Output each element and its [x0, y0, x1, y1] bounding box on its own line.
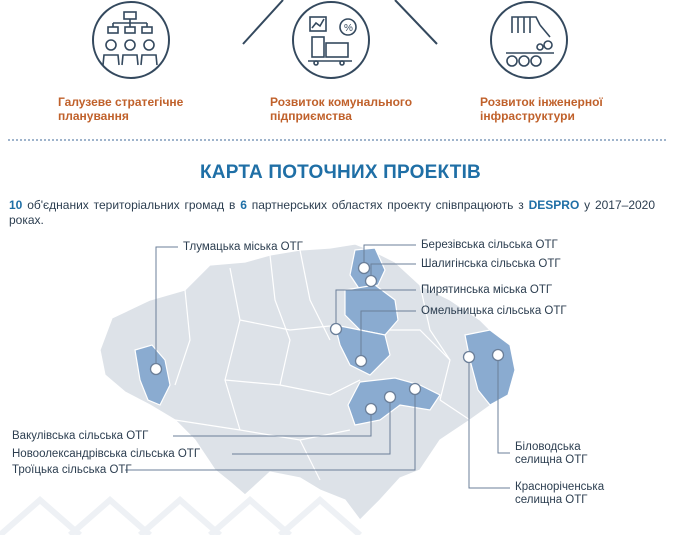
intro-regions: 6	[240, 198, 247, 212]
strategy-planning-circle	[92, 1, 170, 79]
map-label-krasnorichenske: Красноріченська селищна ОТГ	[515, 481, 605, 506]
background-pattern	[0, 500, 360, 535]
map-label-bilovodsk: Біловодська селищна ОТГ	[515, 441, 588, 466]
intro-org: DESPRO	[528, 198, 580, 212]
intro-part1: об'єднаних територіальних громад в	[22, 198, 241, 212]
map-label-shalyhyne: Шалигінська сільська ОТГ	[421, 258, 561, 270]
section-divider	[8, 139, 666, 141]
utility-enterprise-icon	[294, 3, 368, 77]
intro-part3: у 2017–2020 роках.	[9, 198, 656, 227]
intro-part2: партнерських областях проекту співпрацюють з	[246, 198, 529, 212]
map-label-tlumach: Тлумацька міська ОТГ	[183, 241, 303, 253]
map-label-troitske: Троїцька сільська ОТГ	[12, 464, 132, 476]
strategy-planning-icon	[94, 3, 168, 77]
map-label-omelnyk: Омельницька сільська ОТГ	[421, 305, 567, 317]
service-label-utility: Розвиток комунального підприємства	[270, 95, 413, 123]
service-label-strategy: Галузеве стратегічне планування	[58, 95, 184, 123]
infrastructure-icon	[492, 3, 566, 77]
map-label-novooleksandrivka: Новоолександрівська сільська ОТГ	[12, 448, 201, 460]
utility-enterprise-circle	[292, 1, 370, 79]
section-title: КАРТА ПОТОЧНИХ ПРОЕКТІВ	[200, 162, 481, 183]
infrastructure-circle	[490, 1, 568, 79]
map-label-vakulove: Вакулівська сільська ОТГ	[12, 430, 149, 442]
service-label-infrastructure: Розвиток інженерної інфраструктури	[480, 95, 603, 123]
intro-count: 10	[9, 198, 23, 212]
map-label-pyriatyn: Пирятинська міська ОТГ	[421, 284, 553, 296]
intro-text	[9, 198, 655, 228]
map-label-berezivka: Березівська сільська ОТГ	[421, 239, 558, 251]
svg-text:%: %	[344, 23, 353, 34]
